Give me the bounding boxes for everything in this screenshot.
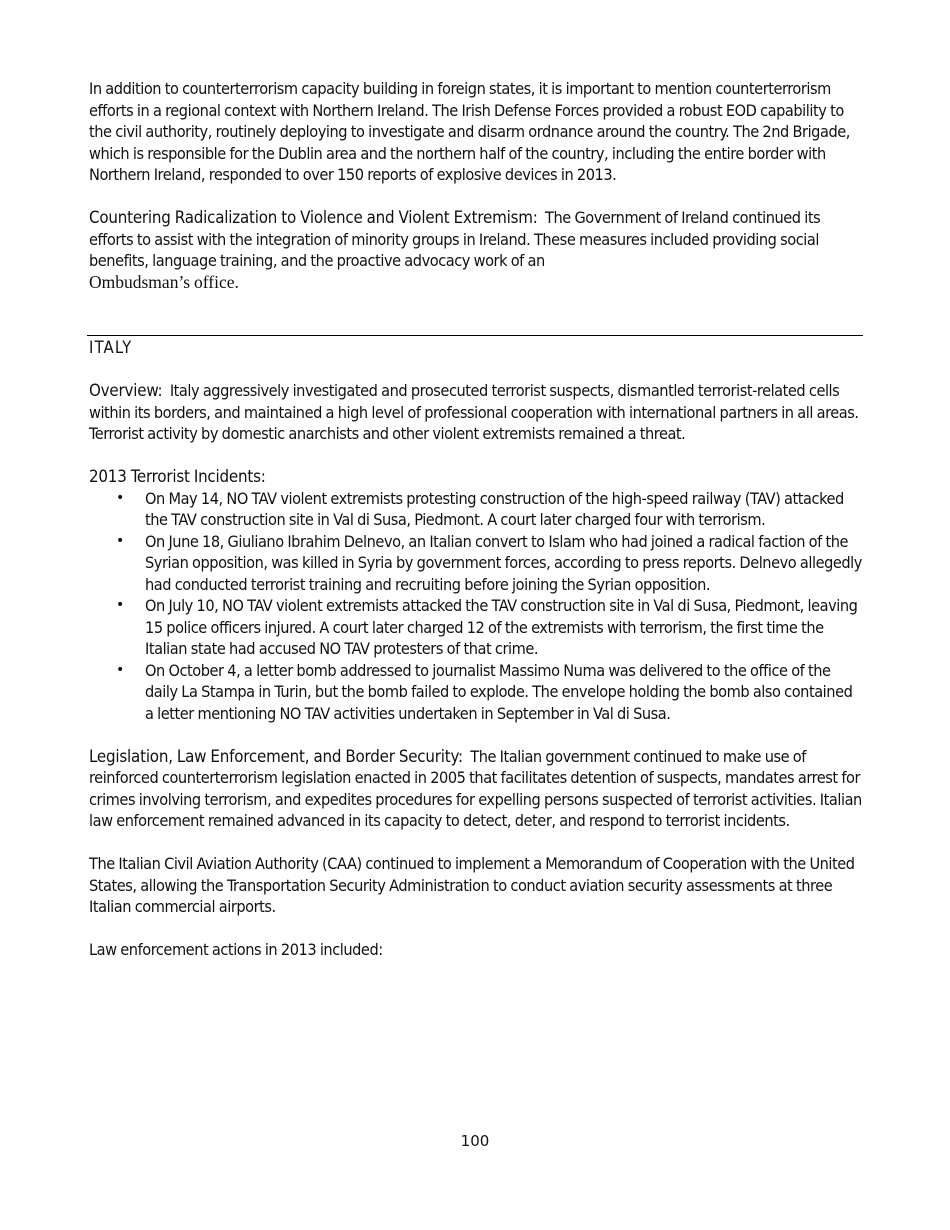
cve-text-end: Ombudsman’s office.: [89, 271, 239, 292]
ireland-paragraph: In addition to counterterrorism capacity building in foreign states, it is important to mention counterterrorism efforts in a regional context with Northern Ireland. The Irish Defense Forces provided a robust EOD capability to the civil authority, routinely deploying to investigate and disarm ordnance around the country. The 2nd Brigade, which is responsible for the Dublin area and the northern half of the country, including the entire border with Northern Ireland, responded to over 150 reports of explosive devices in 2013.: [89, 79, 850, 184]
law-enforcement-intro: Law enforcement actions in 2013 included:: [89, 940, 383, 959]
bullet-icon: •: [116, 597, 124, 613]
list-item: • On July 10, NO TAV violent extremists attacked the TAV construction site in Val di Susa, Piedmont, leaving 15 police officers injured. A court later charged 12 of the extremists with terrorism, the first time the Italian state had accused NO TAV protesters of that crime.: [116, 596, 858, 658]
bullet-icon: •: [116, 661, 124, 678]
incidents-heading: 2013 Terrorist Incidents:: [89, 466, 266, 486]
cve-text: The Government of Ireland continued its efforts to assist with the integration of minority groups in Ireland. These measures included providing social benefits, language training, and the proactive advocacy work of an: [89, 208, 821, 270]
legislation-heading: Legislation, Law Enforcement, and Border Security:: [89, 745, 463, 766]
list-item: • On June 18, Giuliano Ibrahim Delnevo, an Italian convert to Islam who had joined a radical faction of the Syrian opposition, was killed in Syria by government forces, according to press reports. Delnevo allegedly had conducted terrorist training and recruiting before joining the Syrian opposition.: [116, 531, 862, 594]
section-divider: [87, 335, 863, 336]
document-body: [89, 78, 863, 293]
list-item: • On May 14, NO TAV violent extremists protesting construction of the high-speed railway (TAV) attacked the TAV construction site in Val di Susa, Piedmont. A court later charged four with terrorism.: [116, 488, 844, 529]
legislation-paragraph: [89, 746, 863, 832]
overview-heading: Overview:: [89, 380, 163, 400]
legislation-text: The Italian government continued to make use of reinforced counterterrorism legislation enacted in 2005 that facilitates detention of suspects, mandates arrest for crimes involving terrorism, and expedites procedures for expelling persons suspected of terrorist activities. Italian law enforcement remained advanced in its capacity to detect, deter, and respond to terrorist incidents.: [89, 746, 862, 830]
bullet-icon: •: [116, 489, 124, 506]
cve-paragraph: [89, 207, 863, 293]
bullet-icon: •: [116, 532, 124, 549]
incidents-list: [89, 488, 863, 725]
page-number: 100: [460, 1132, 490, 1150]
overview-paragraph: [89, 380, 863, 445]
cve-heading: Countering Radicalization to Violence and Violent Extremism:: [89, 207, 538, 227]
italy-section: [89, 380, 863, 961]
list-item: • On October 4, a letter bomb addressed to journalist Massimo Numa was delivered to the office of the daily La Stampa in Turin, but the bomb failed to explode. The envelope holding the bomb also contained a letter mentioning NO TAV activities undertaken in September in Val di Susa.: [116, 660, 853, 723]
overview-text: Italy aggressively investigated and prosecuted terrorist suspects, dismantled terrorist-related cells within its borders, and maintained a high level of professional cooperation with international partners in all areas. Terrorist activity by domestic anarchists and other violent extremists remained a threat.: [89, 381, 859, 443]
country-heading: ITALY: [89, 338, 133, 357]
caa-paragraph: The Italian Civil Aviation Authority (CAA) continued to implement a Memorandum of Cooperation with the United States, allowing the Transportation Security Administration to conduct aviation security assessments at three Italian commercial airports.: [89, 854, 855, 916]
